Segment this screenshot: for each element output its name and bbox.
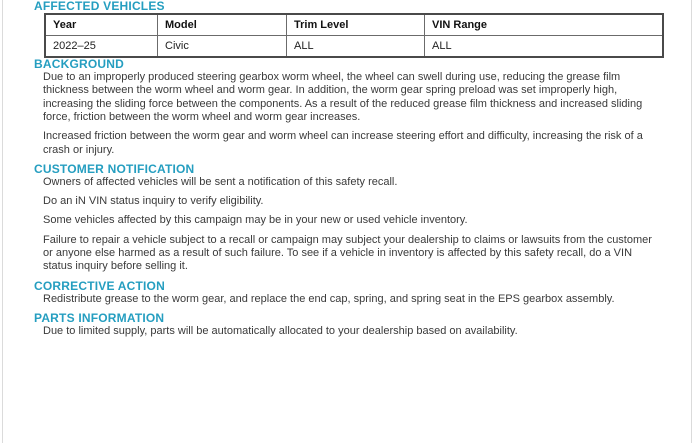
section-heading-corrective-action: CORRECTIVE ACTION	[34, 278, 165, 293]
background-paragraph: Increased friction between the worm gear and worm wheel can increase steering effort and difficulty, increasing the risk of a crash or injury.	[43, 130, 643, 156]
corrective-action-paragraph: Redistribute grease to the worm gear, and replace the end cap, spring, and spring seat in the EPS gearbox assembly.	[43, 292, 615, 305]
customer-notification-paragraph: Do an iN VIN status inquiry to verify eligibility.	[43, 195, 264, 208]
table-header-model: Model	[158, 14, 287, 36]
section-heading-background: BACKGROUND	[34, 57, 124, 71]
table-header-trim-level: Trim Level	[287, 14, 425, 36]
cell-trim-level: ALL	[287, 36, 425, 58]
customer-notification-paragraph: Some vehicles affected by this campaign may be in your new or used vehicle inventory.	[43, 214, 468, 227]
customer-notification-paragraph: Failure to repair a vehicle subject to a recall or campaign may subject your dealership to claims or lawsuits from the customer or anyone else harmed as a result of such failure. To see if a vehicle in inventory is affected by this safety recall, do a VIN status inquiry before selling it.	[43, 233, 652, 273]
section-heading-parts-information: PARTS INFORMATION	[34, 310, 165, 325]
table-header-row	[45, 14, 663, 36]
section-heading-affected-vehicles: AFFECTED VEHICLES	[34, 0, 165, 13]
affected-vehicles-table	[44, 13, 664, 58]
table-header-year: Year	[45, 14, 158, 36]
parts-information-paragraph: Due to limited supply, parts will be automatically allocated to your dealership based on availability.	[43, 324, 518, 337]
cell-year: 2022–25	[45, 36, 158, 58]
section-heading-customer-notification: CUSTOMER NOTIFICATION	[34, 162, 195, 177]
table-header-vin-range: VIN Range	[425, 14, 664, 36]
customer-notification-paragraph: Owners of affected vehicles will be sent a notification of this safety recall.	[43, 176, 398, 189]
recall-bulletin-page	[2, 0, 692, 443]
cell-vin-range: ALL	[425, 36, 664, 58]
cell-model: Civic	[158, 36, 287, 58]
background-paragraph: Due to an improperly produced steering gearbox worm wheel, the wheel can swell during use, reducing the grease film thickness between the worm wheel and worm gear. In addition, the worm gear spring preload was set improperly high, increasing the sliding force between the components. As a result of the reduced grease film thickness and increased sliding force, friction between the worm wheel and worm gear increases.	[43, 71, 643, 124]
table-row	[45, 36, 663, 58]
